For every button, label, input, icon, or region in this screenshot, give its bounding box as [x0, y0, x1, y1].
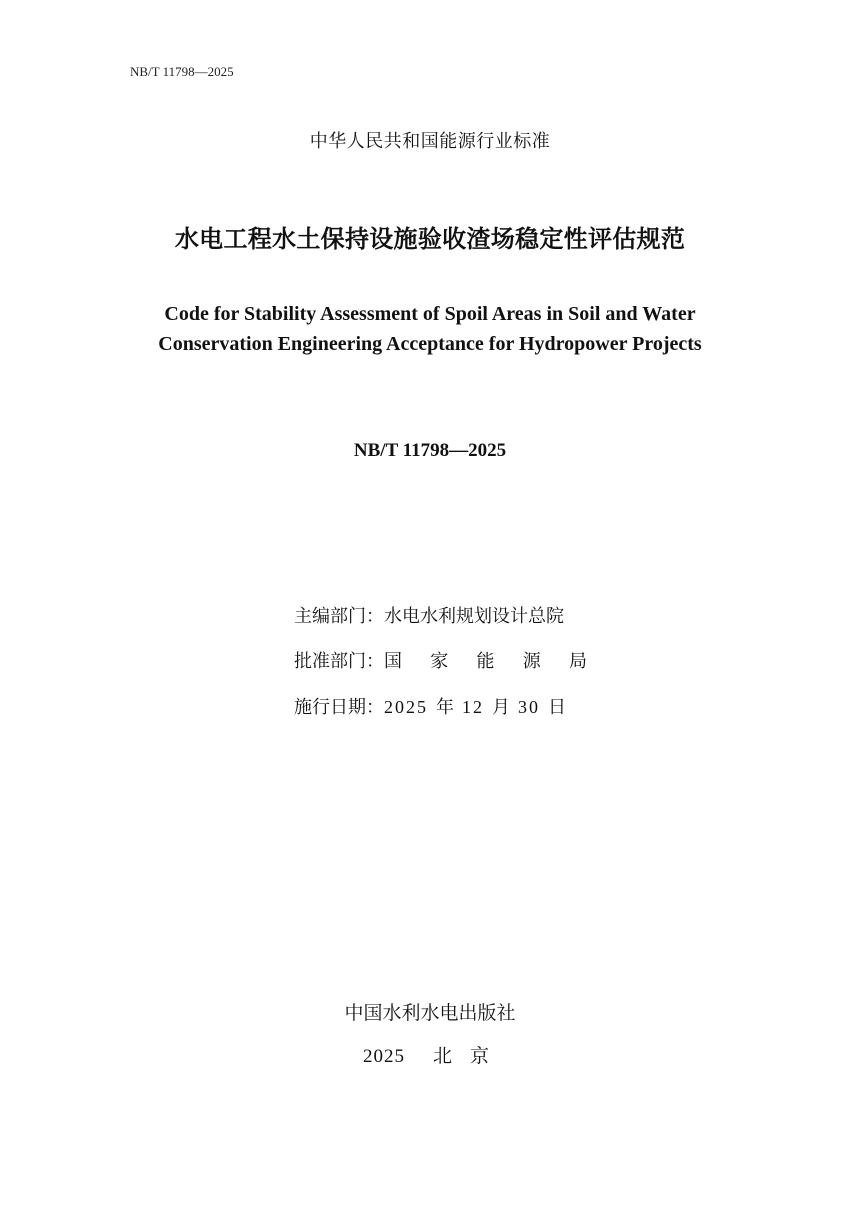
standard-category: 中华人民共和国能源行业标准 — [309, 131, 551, 152]
publication-year: 2025 — [363, 1046, 405, 1067]
publication-city: 北京 — [433, 1045, 508, 1067]
approval-department-label: 批准部门： — [294, 651, 384, 672]
month-unit: 月 — [492, 697, 510, 718]
publication-year-place — [363, 1041, 507, 1068]
header-standard-code: NB/T 11798—2025 — [130, 64, 234, 79]
approval-char: 家 — [430, 651, 449, 672]
day-unit: 日 — [548, 697, 566, 718]
approval-department-row — [294, 649, 587, 675]
document-title-chinese: 水电工程水土保持设施验收渣场稳定性评估规范 — [174, 225, 686, 253]
approval-department-value — [384, 649, 587, 675]
effective-month: 12 — [462, 697, 484, 717]
effective-date-value — [384, 694, 574, 721]
effective-year: 2025 — [384, 697, 428, 717]
editor-department-row — [294, 604, 564, 630]
editor-department-value: 水电水利规划设计总院 — [384, 606, 564, 627]
approval-char: 源 — [522, 651, 541, 672]
title-english-line-2: Conservation Engineering Acceptance for Hydropower Projects — [158, 333, 702, 355]
standard-number: NB/T 11798—2025 — [353, 440, 507, 461]
approval-char: 国 — [384, 651, 402, 672]
title-english-line-1: Code for Stability Assessment of Spoil Areas in Soil and Water — [164, 303, 696, 325]
effective-date-row — [294, 694, 574, 720]
publisher-name: 中国水利水电出版社 — [344, 1002, 516, 1024]
approval-char: 局 — [569, 651, 587, 672]
approval-char: 能 — [476, 651, 495, 672]
year-unit: 年 — [436, 697, 454, 718]
document-title-english — [0, 299, 860, 359]
editor-department-label: 主编部门： — [294, 606, 384, 627]
effective-day: 30 — [518, 697, 540, 717]
effective-date-label: 施行日期： — [294, 697, 384, 718]
